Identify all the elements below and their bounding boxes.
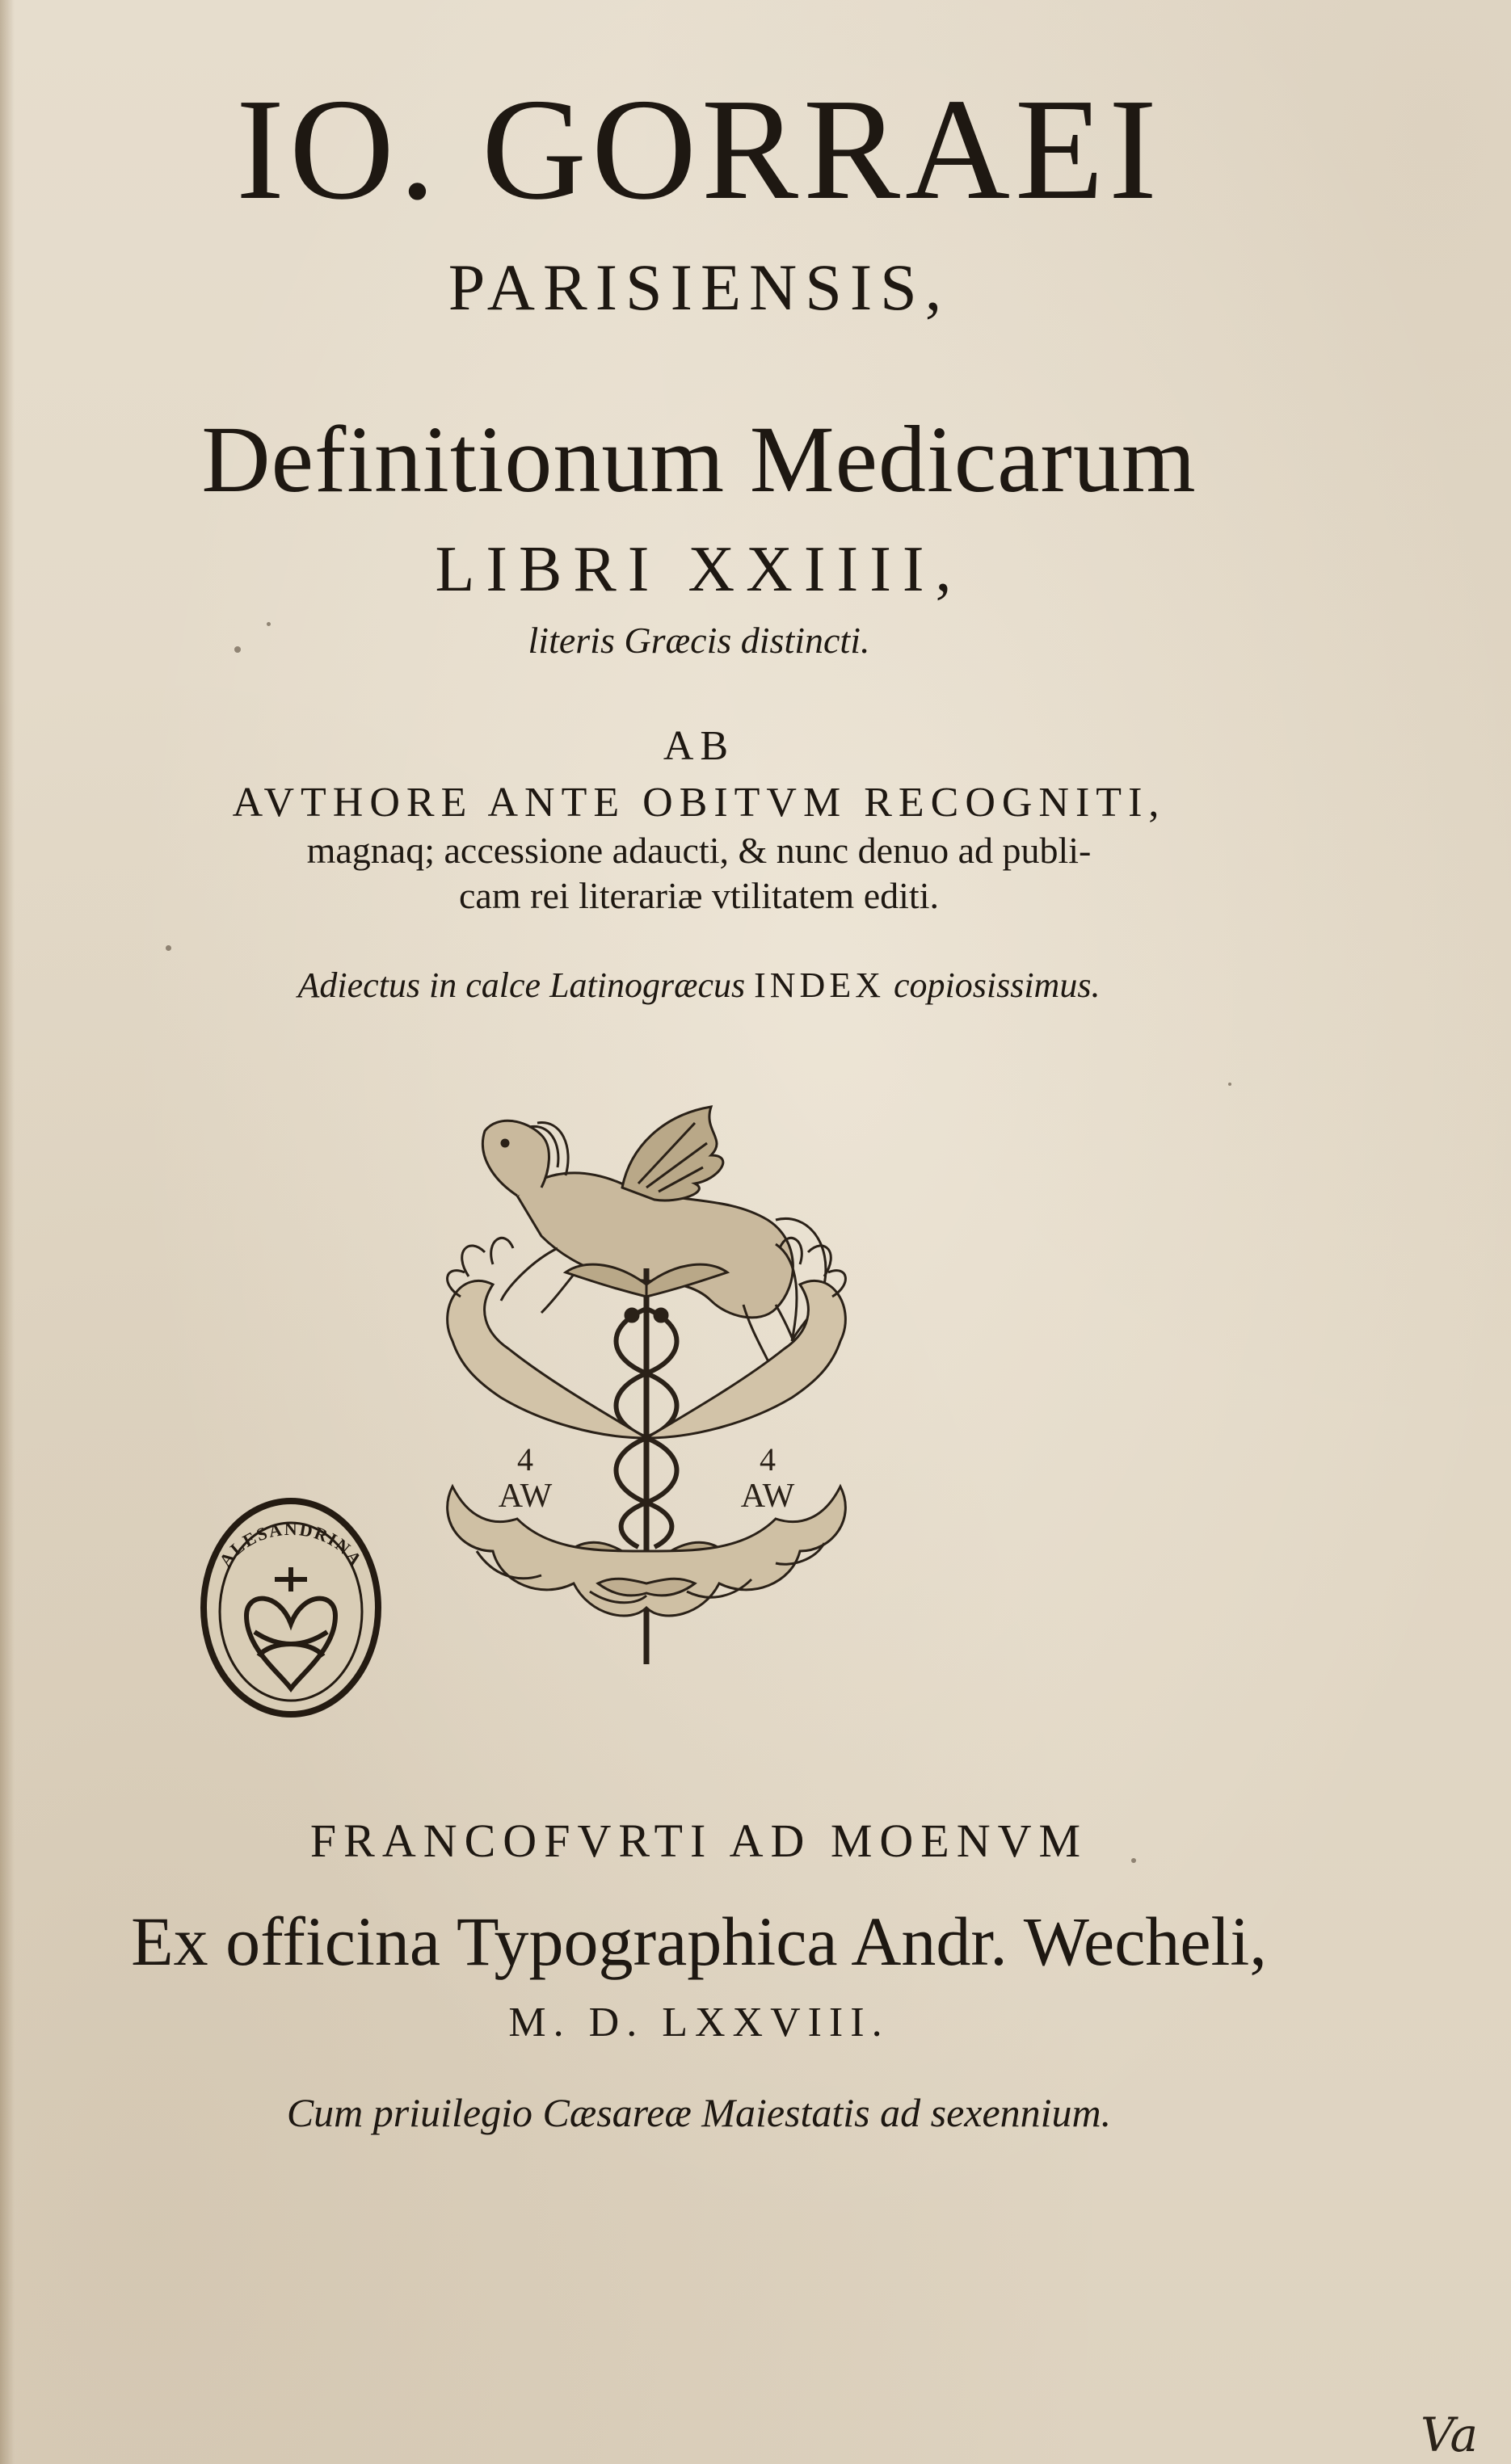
index-prefix: Adiectus in calce Latinogræcus — [297, 965, 746, 1005]
printer-line: Ex officina Typographica Andr. Wecheli, — [131, 1903, 1267, 1980]
description-line-1: magnaq; accessione adaucti, & nunc denuo ad publi- — [306, 830, 1092, 871]
place-of-printing: FRANCOFVRTI AD MOENVM — [309, 1814, 1088, 1867]
privilege-line: Cum priuilegio Cæsareæ Maiestatis ad sexennium. — [286, 2090, 1112, 2135]
device-left-monogram: AW — [498, 1478, 553, 1515]
owner-stamp — [198, 1486, 384, 1721]
index-word: INDEX — [754, 965, 885, 1005]
description-line-2: cam rei literariæ vtilitatem editi. — [459, 875, 939, 916]
author-name: IO. GORRAEI — [236, 69, 1162, 229]
paper-speck — [267, 622, 271, 626]
handwritten-shelf-mark: Va — [1421, 2407, 1479, 2462]
pegasus-caduceus-printer-mark-icon — [448, 1107, 846, 1664]
year-line: M. D. LXXVIII. — [508, 1999, 890, 2046]
ab-line: AB — [663, 723, 735, 769]
authore-line: AVTHORE ANTE OBITVM RECOGNITI, — [232, 780, 1166, 826]
author-origin: PARISIENSIS, — [448, 250, 950, 324]
device-right-monogram: AW — [740, 1478, 795, 1515]
books-count: LIBRI XXIIII, — [435, 534, 963, 605]
device-left-numeral: 4 — [517, 1441, 533, 1478]
paper-speck — [1228, 1083, 1231, 1086]
books-note: literis Græcis distincti. — [528, 620, 870, 661]
library-owner-stamp-icon — [204, 1501, 378, 1714]
device-right-numeral: 4 — [760, 1441, 776, 1478]
paper-speck — [166, 945, 171, 951]
index-suffix: copiosissimus. — [893, 965, 1101, 1005]
index-line — [0, 965, 1454, 1005]
paper-speck — [1131, 1858, 1136, 1863]
paper-speck — [234, 646, 241, 653]
work-title: Definitionum Medicarum — [201, 406, 1197, 512]
stamp-text: ALESANDRINA — [215, 1518, 367, 1570]
printer-device — [420, 1099, 873, 1697]
